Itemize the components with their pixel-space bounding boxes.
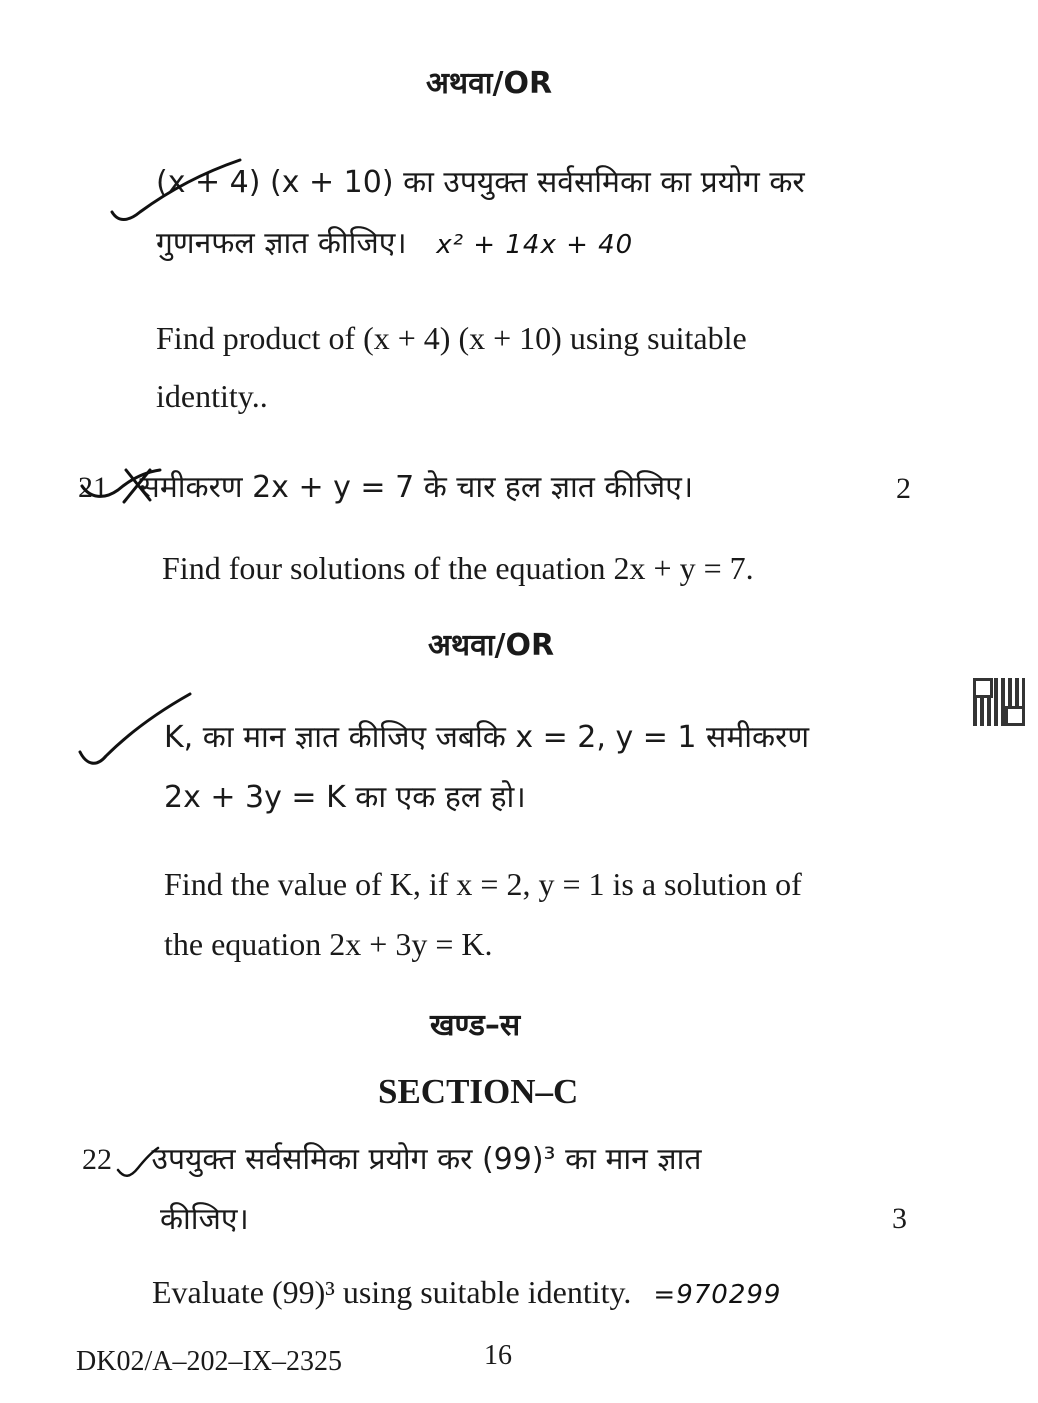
q22-hindi-line1 <box>82 1140 701 1180</box>
q21-alt-hindi-line2: 2x + 3y = K का एक हल हो। <box>164 780 526 815</box>
q20-alt-hindi-text: गुणनफल ज्ञात कीजिए। <box>156 226 407 261</box>
q22-english-text: Evaluate (99)³ using suitable identity. <box>152 1274 632 1310</box>
q21-alt-english-line2: the equation 2x + 3y = K. <box>164 926 493 962</box>
q20-handwritten-answer: x² + 14x + 40 <box>436 230 634 260</box>
q20-alt-english-line1: Find product of (x + 4) (x + 10) using suitable <box>156 320 747 356</box>
q22-marks: 3 <box>892 1202 907 1235</box>
q22-handwritten-answer: =970299 <box>653 1280 782 1310</box>
q21-english: Find four solutions of the equation 2x + y = 7. <box>162 550 754 586</box>
section-english-heading: SECTION–C <box>378 1072 579 1111</box>
q21-hindi-text: समीकरण 2x + y = 7 के चार हल ज्ञात कीजिए। <box>139 470 694 505</box>
q22-hindi-line2: कीजिए। <box>160 1202 249 1237</box>
or-heading-1: अथवा/OR <box>426 66 553 101</box>
q21-marks: 2 <box>896 472 911 505</box>
section-hindi-heading: खण्ड–स <box>430 1008 521 1043</box>
q21-alt-hindi-line1: K, का मान ज्ञात कीजिए जबकि x = 2, y = 1 समीकरण <box>164 720 810 755</box>
footer-page-number: 16 <box>484 1340 512 1371</box>
q20-alt-hindi-line1: (x + 4) (x + 10) का उपयुक्त सर्वसमिका का प्रयोग कर <box>156 165 805 200</box>
q21-number: 21 <box>78 471 108 504</box>
q20-alt-hindi-line2 <box>156 224 633 265</box>
q21-alt-english-line1: Find the value of K, if x = 2, y = 1 is a solution of <box>164 866 802 902</box>
qr-code-icon <box>973 678 1025 726</box>
q22-hindi-text: उपयुक्त सर्वसमिका प्रयोग कर (99)³ का मान ज्ञात <box>151 1142 702 1177</box>
or-heading-2: अथवा/OR <box>428 628 555 663</box>
q20-alt-english-line2: identity.. <box>156 378 268 414</box>
footer-code: DK02/A–202–IX–2325 <box>76 1346 342 1377</box>
q22-english-line <box>152 1272 781 1315</box>
q22-number: 22 <box>82 1143 112 1176</box>
q21-hindi-line <box>78 468 693 508</box>
